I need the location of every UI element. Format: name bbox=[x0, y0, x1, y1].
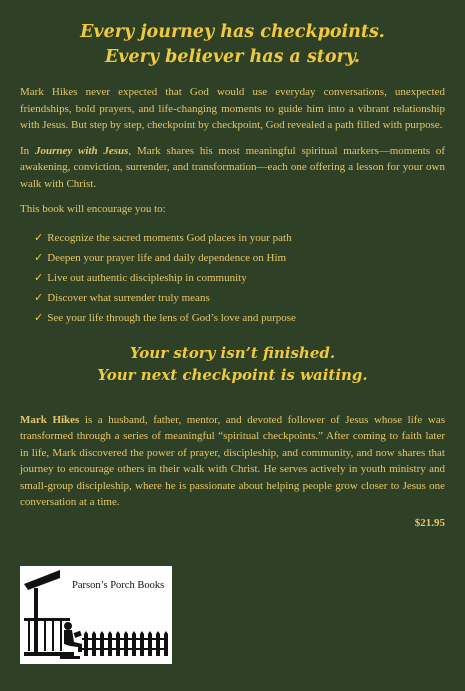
check-icon: ✓ bbox=[34, 311, 44, 324]
book-paragraph bbox=[20, 143, 445, 193]
benefit-item bbox=[34, 268, 445, 288]
headline bbox=[20, 0, 445, 70]
book-paragraph-text: , Mark shares his most meaningful spiritual markers—moments of awakening, conviction, surrender, and transformation—each one offering a lesson for your own walk with Christ. bbox=[20, 144, 445, 190]
check-icon: ✓ bbox=[34, 231, 44, 244]
book-paragraph-prefix: In bbox=[20, 144, 35, 157]
benefit-text: See your life through the lens of God’s love and purpose bbox=[47, 311, 296, 324]
headline-line-1: Every journey has checkpoints. bbox=[80, 22, 385, 42]
book-title: Journey with Jesus bbox=[34, 144, 129, 157]
price: $21.95 bbox=[414, 516, 445, 529]
author-bio-text: is a husband, father, mentor, and devoted follower of Jesus whose life was transformed through a series of meaningful “spiritual checkpoints.” After coming to faith later in life, Mark discovered the power of prayer, discipleship, and community, and now shares that journey to encourage others in their walk with Christ. He serves actively in youth ministry and small-group discipleship, where he is passionate about helping people grow closer to Jesus one conversation at a time. bbox=[20, 413, 445, 508]
encourage-intro: This book will encourage you to: bbox=[20, 203, 166, 215]
publisher-name: Parson’s Porch Books bbox=[72, 580, 165, 591]
benefits-list bbox=[20, 228, 445, 328]
author-name: Mark Hikes bbox=[20, 413, 80, 426]
benefit-text: Discover what surrender truly means bbox=[47, 291, 210, 304]
intro-paragraph: Mark Hikes never expected that God would use everyday conversations, unexpected friendships, bold prayers, and life-changing moments to guide him into a vibrant relationship with Jesus. But step by step, checkpoint by checkpoint, God revealed a path filled with purpose. bbox=[20, 86, 445, 131]
check-icon: ✓ bbox=[34, 271, 44, 284]
benefit-item bbox=[34, 308, 445, 328]
benefit-text: Live out authentic discipleship in community bbox=[47, 271, 247, 284]
check-icon: ✓ bbox=[34, 291, 44, 304]
headline-line-2: Every believer has a story. bbox=[104, 47, 361, 67]
closing-line-1: Your story isn’t finished. bbox=[129, 343, 336, 362]
closing-line-2: Your next checkpoint is waiting. bbox=[97, 365, 368, 384]
check-icon: ✓ bbox=[34, 251, 44, 264]
closing-tagline bbox=[20, 342, 445, 386]
benefit-item bbox=[34, 228, 445, 248]
benefit-item bbox=[34, 288, 445, 308]
publisher-logo bbox=[20, 566, 172, 664]
benefit-text: Recognize the sacred moments God places in your path bbox=[47, 231, 292, 244]
benefit-item bbox=[34, 248, 445, 268]
author-bio bbox=[20, 412, 445, 511]
benefit-text: Deepen your prayer life and daily dependence on Him bbox=[47, 251, 287, 264]
